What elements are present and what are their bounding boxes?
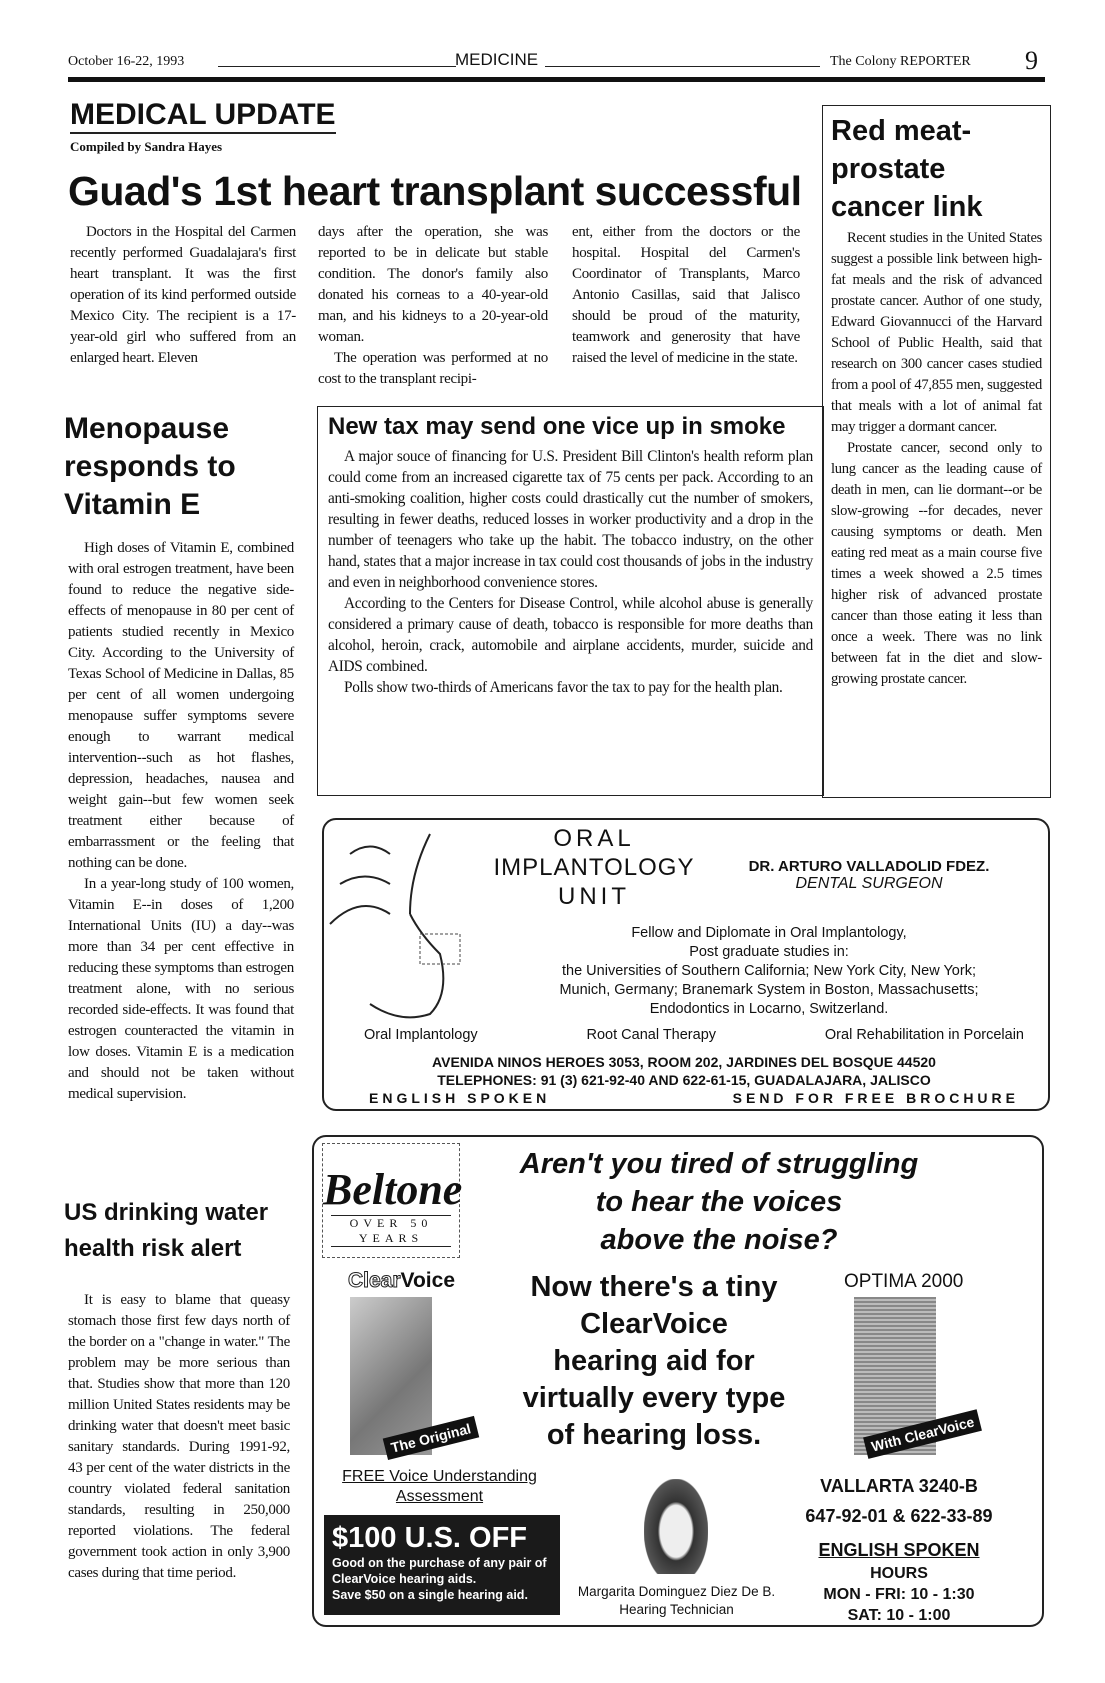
pitch-line: Now there's a tiny [530, 1271, 778, 1303]
issue-date: October 16-22, 1993 [68, 54, 185, 69]
ad-dental [322, 818, 1050, 1111]
tagline-line: Aren't you tired of struggling [519, 1148, 919, 1180]
phones: 647-92-01 & 622-33-89 [805, 1506, 993, 1526]
article-water: It is easy to blame that queasy stomach those first few days north of the border on a "change in water." The problem may be more serious than that. Studies show that more than 120 million United States residents may be drinking water that doesn't meet basic sanitary standards. During 1991-92, 43 per cent of the water districts in the country violated federal sanitation standards, resulting in 250,000 reported violations. The federal government took action in only 3,900 cases during that time period. [68, 1292, 290, 1581]
credential-line: Munich, Germany; Branemark System in Boston, Massachusetts; [559, 982, 979, 998]
article-transplant-col3: ent, either from the doctors or the hospital. Hospital del Carmen's Coordinator of Transplants, Marco Antonio Casillas, said that Jalisco should be proud of the maturity, teamwork and generosity that have raised the level of medicine in the state. [572, 224, 800, 366]
byline: Compiled by Sandra Hayes [70, 139, 223, 154]
tagline-line: above the noise? [600, 1224, 838, 1256]
headline-red-meat: Red meat-prostate cancer link [831, 115, 983, 223]
header-thick-rule [68, 77, 1045, 82]
ad-title-line: UNIT [558, 883, 630, 910]
header-rule [218, 66, 456, 67]
address: VALLARTA 3240-B [820, 1476, 978, 1496]
service: Oral Rehabilitation in Porcelain [824, 1027, 1024, 1043]
headline-transplant: Guad's 1st heart transplant successful [68, 168, 802, 214]
technician-role: Hearing Technician [619, 1602, 734, 1617]
label-with-clearvoice: With ClearVoice [863, 1409, 982, 1459]
coupon-line: Save $50 on a single hearing aid. [332, 1588, 528, 1602]
brochure-offer: SEND FOR FREE BROCHURE [732, 1090, 1019, 1106]
hours-line: MON - FRI: 10 - 1:30 [823, 1586, 975, 1603]
coupon[interactable] [324, 1515, 560, 1615]
coupon-line: ClearVoice hearing aids. [332, 1572, 477, 1586]
article-transplant-col1: Doctors in the Hospital del Carmen recently performed Guadalajara's first heart transplant. It was the first operation of its kind performed outside Mexico City. The recipient is a 17-year-old girl who suffered from an enlarged heart. Eleven [70, 224, 296, 366]
paragraph: Prostate cancer, second only to lung cancer as the leading cause of death in men, can lie dormant--or be slow-growing --for decades, never causing symptoms or death. Men eating red meat as a main course five times a week showed a 2.5 times higher risk of advanced prostate cancer than those eating it less than once a week. There was no link between fat in the diet and slow-growing prostate cancer. [831, 440, 1042, 687]
face-illustration-icon [320, 814, 470, 1034]
article-red-meat [822, 105, 1051, 798]
ad-title-line: ORAL [553, 825, 635, 852]
hours-label: HOURS [870, 1565, 928, 1582]
doctor-name: DR. ARTURO VALLADOLID FDEZ. [748, 858, 990, 875]
credential-line: Post graduate studies in: [689, 944, 849, 960]
credential-line: the Universities of Southern California; New York City, New York; [562, 963, 976, 979]
english-spoken: ENGLISH SPOKEN [369, 1090, 551, 1106]
tagline-line: to hear the voices [595, 1186, 843, 1218]
article-tax: New tax may send one vice up in smoke A major souce of financing for U.S. President Bill Clinton's health reform plan could come from an increased cigarette tax of 75 cents per pack. According to an anti-smoking coalition, higher costs could drastically cut the number of smokers, resulting in fewer deaths, reduced losses in worker productivity and a drop in the number of teenagers who take up the habit. The tobacco industry, on the other hand, states that a major increase in tax could cost thousands of jobs in the industry and even in neighborhood convenience stores. According to the Centers for Disease Control, while alcohol abuse is generally considered a primary cause of death, tobacco is responsible for more deaths than alcohol, heroin, crack, automobile and airplane accidents, murder, suicide and AIDS combined. Polls show two-thirds of Americans favor the tax to pay for the health plan. [317, 406, 824, 796]
phones: TELEPHONES: 91 (3) 621-92-40 AND 622-61-15, GUADALAJARA, JALISCO [437, 1072, 931, 1088]
header-rule [545, 66, 820, 67]
free-assessment: Assessment [395, 1488, 484, 1505]
paragraph: Recent studies in the United States suggest a possible link between high-fat meals and the risk of advanced prostate cancer. Author of one study, Edward Giovannucci of the Harvard School of Public Health, said that research on 300 cancer cases studied from a pool of 47,855 men, suggested that meals with a lot of animal fat may trigger a dormant cancer. [831, 230, 1042, 435]
ad-hearing [312, 1135, 1044, 1627]
section-title: MEDICAL UPDATE [70, 98, 336, 134]
headline-tax: New tax may send one vice up in smoke [328, 413, 786, 440]
technician-photo [644, 1479, 708, 1574]
headline-water: US drinking water health risk alert [64, 1199, 269, 1262]
clearvoice-logo: ClearVoice [348, 1269, 455, 1292]
address: AVENIDA NINOS HEROES 3053, ROOM 202, JARDINES DEL BOSQUE 44520 [432, 1054, 936, 1070]
coupon-line: Good on the purchase of any pair of [332, 1556, 547, 1570]
english-spoken: ENGLISH SPOKEN [818, 1540, 980, 1560]
page-number: 9 [1025, 46, 1038, 75]
doctor-role: DENTAL SURGEON [795, 875, 943, 892]
technician-name: Margarita Dominguez Diez De B. [577, 1584, 776, 1599]
article-transplant-col2: days after the operation, she was reported to be in delicate but stable condition. The donor's family also donated his corneas to a 40-year-old man, and his kidneys to a 20-year-old woman. The operation was performed at no cost to the transplant recipi- [318, 224, 548, 387]
section-name: MEDICINE [455, 50, 539, 69]
label-original: The Original [383, 1416, 479, 1460]
pitch-line: virtually every type [522, 1382, 786, 1414]
service: Oral Implantology [364, 1027, 478, 1043]
article-menopause: High doses of Vitamin E, combined with oral estrogen treatment, have been found to reduce the negative side-effects of menopause in 80 per cent of patients studied recently in Mexico City. According to the University of Texas School of Medicine in Dallas, 85 per cent of all women undergoing menopause suffer symptoms severe enough to warrant medical intervention--such as hot flashes, depression, headaches, nausea and weight gain--but few women seek treatment either because of embarrassment or the feeling that nothing can be done. In a year-long study of 100 women, Vitamin E--in doses of 1,200 International Units (IU) a day--was more than 34 per cent effective in reducing these symptoms than estrogen treatment alone, with no serious recorded side-effects. It was found that estrogen counteracted the vitamin in low doses. Vitamin E is a medication and should not be taken without medical supervision. [68, 540, 294, 1102]
credential-line: Fellow and Diplomate in Oral Implantology, [631, 925, 907, 941]
service: Root Canal Therapy [586, 1027, 717, 1043]
pitch-line: hearing aid for [553, 1345, 755, 1377]
credential-line: Endodontics in Locarno, Switzerland. [649, 1001, 889, 1017]
beltone-logo: Beltone OVER 50 YEARS [322, 1143, 460, 1258]
optima-logo: OPTIMA 2000 [844, 1271, 964, 1292]
publication-name: The Colony REPORTER [830, 54, 971, 69]
hours-line: SAT: 10 - 1:00 [847, 1607, 951, 1624]
headline-menopause: Menopause responds to Vitamin E [64, 412, 236, 521]
ad-title-line: IMPLANTOLOGY [493, 854, 695, 881]
pitch-line: ClearVoice [580, 1308, 728, 1340]
free-assessment: FREE Voice Understanding [342, 1468, 537, 1485]
coupon-title: $100 U.S. OFF [332, 1522, 528, 1554]
pitch-line: of hearing loss. [546, 1419, 762, 1451]
